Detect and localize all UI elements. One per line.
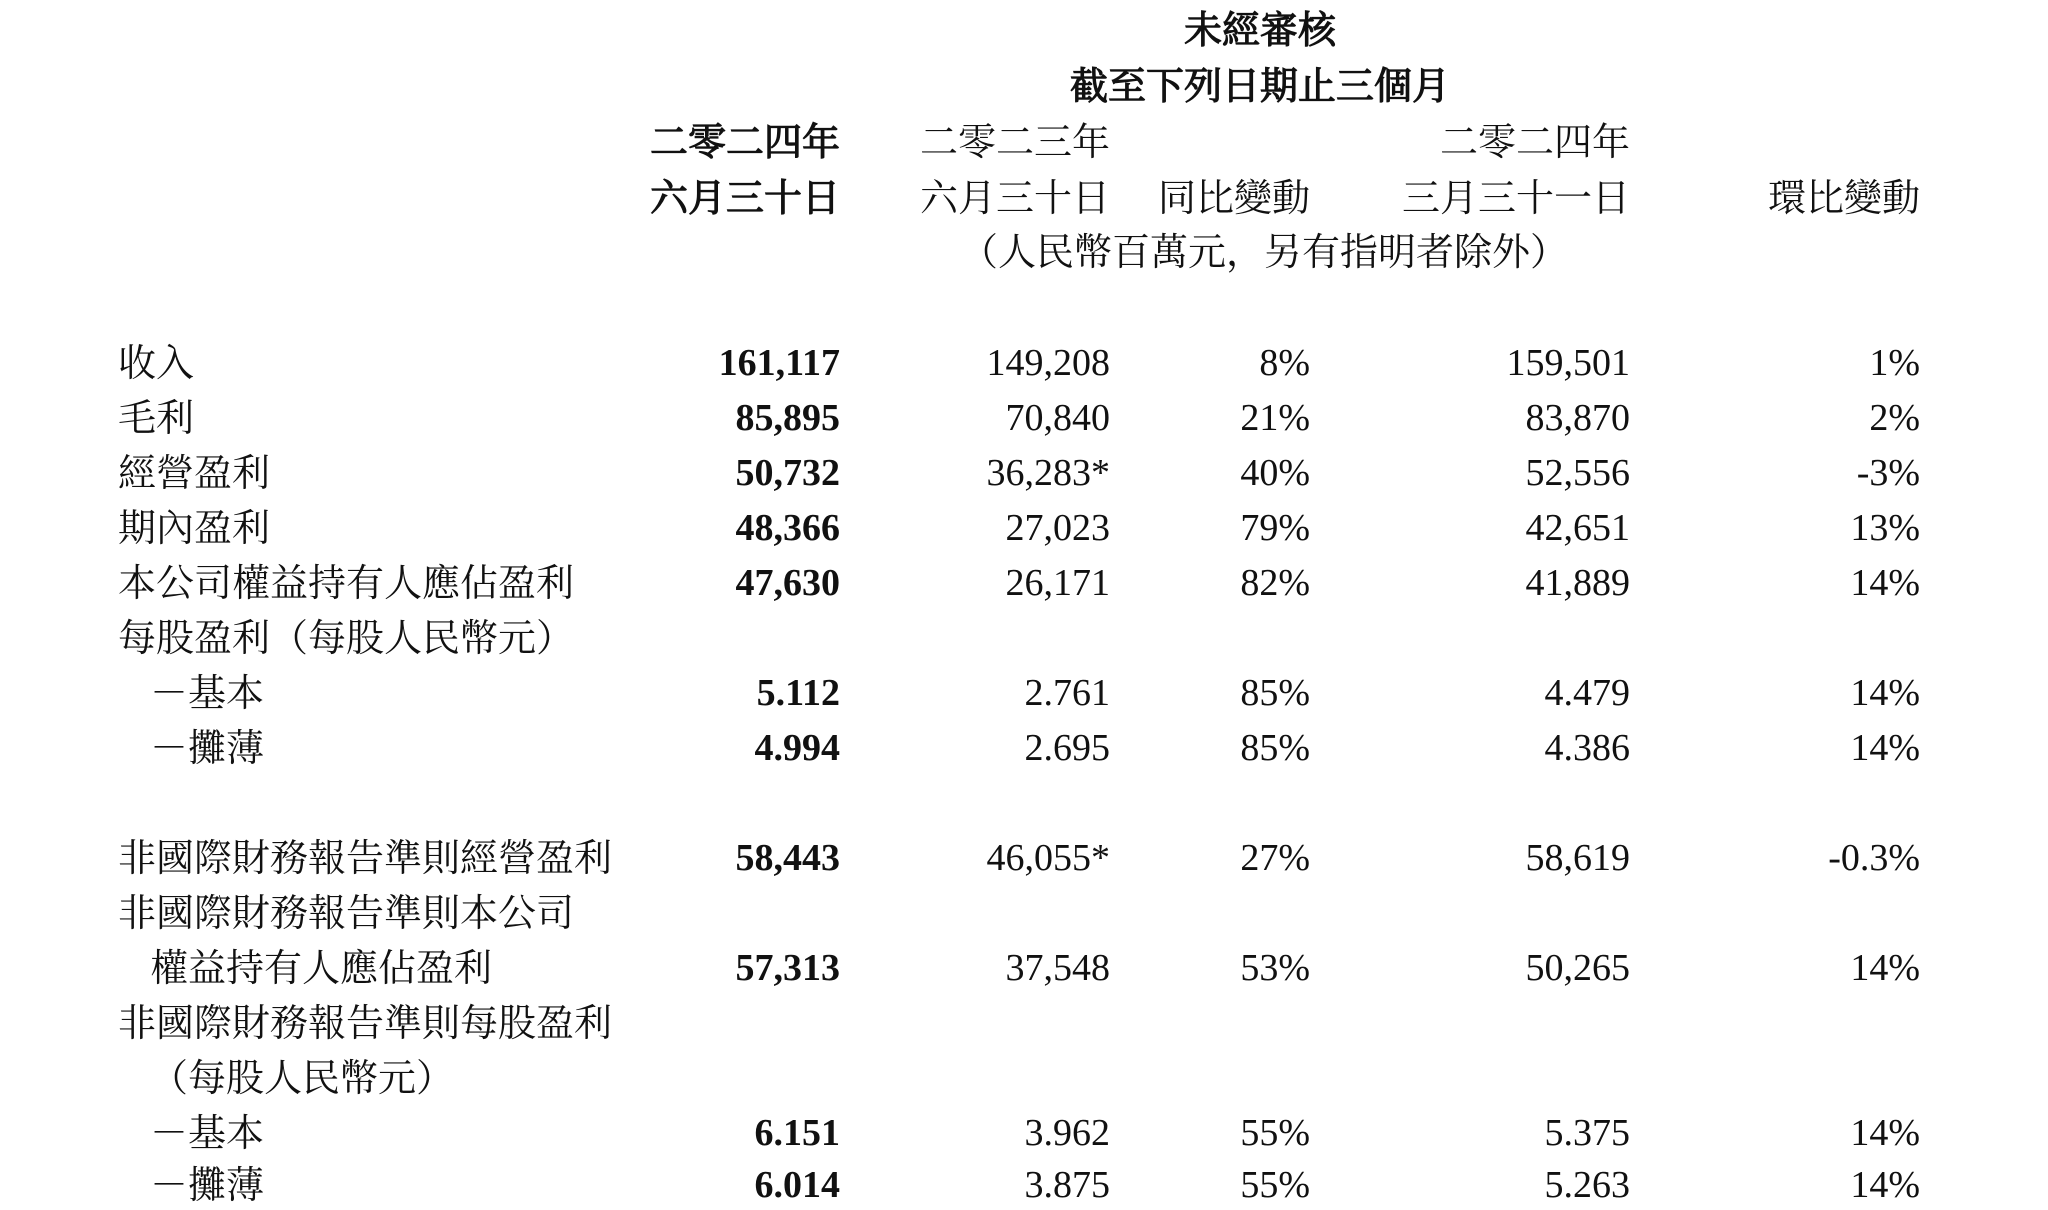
row-value-2024q1: 50,265 <box>1525 947 1630 989</box>
row-value-2024q2: 6.151 <box>754 1112 840 1154</box>
row-qoq-change: 14% <box>1850 672 1920 714</box>
col4-header-line1: 二零二四年 <box>1439 120 1630 164</box>
row-qoq-change: -0.3% <box>1828 837 1920 879</box>
row-value-2023q2: 37,548 <box>1005 947 1110 989</box>
row-value-2024q2: 57,313 <box>735 947 840 989</box>
unaudited-heading: 未經審核 <box>1183 7 1336 52</box>
row-qoq-change: 14% <box>1850 947 1920 989</box>
row-value-2024q1: 5.263 <box>1544 1164 1630 1206</box>
row-value-2024q1: 83,870 <box>1525 397 1630 439</box>
row-value-2023q2: 26,171 <box>1005 562 1110 604</box>
row-value-2024q1: 52,556 <box>1525 452 1630 494</box>
row-label: 期內盈利 <box>118 506 271 550</box>
row-qoq-change: 1% <box>1869 342 1920 384</box>
row-value-2024q2: 4.994 <box>754 727 840 769</box>
row-qoq-change: 14% <box>1850 727 1920 769</box>
row-yoy-change: 55% <box>1240 1164 1310 1206</box>
row-value-2024q2: 5.112 <box>756 672 840 714</box>
row-label: 權益持有人應佔盈利 <box>150 946 493 990</box>
row-value-2024q1: 58,619 <box>1525 837 1630 879</box>
col2-header-line2: 六月三十日 <box>919 176 1110 220</box>
row-label: 非國際財務報告準則本公司 <box>118 891 575 935</box>
row-qoq-change: 14% <box>1850 562 1920 604</box>
row-value-2024q2: 85,895 <box>735 397 840 439</box>
row-value-2023q2: 36,283* <box>986 452 1110 494</box>
row-label: －攤薄 <box>150 726 265 770</box>
row-value-2023q2: 46,055* <box>986 837 1110 879</box>
row-qoq-change: 13% <box>1850 507 1920 549</box>
row-value-2023q2: 3.962 <box>1024 1112 1110 1154</box>
col2-header-line1: 二零二三年 <box>919 120 1110 164</box>
row-label: －基本 <box>150 1111 265 1155</box>
row-yoy-change: 27% <box>1240 837 1310 879</box>
row-label: 每股盈利（每股人民幣元） <box>118 616 575 660</box>
row-yoy-change: 21% <box>1240 397 1310 439</box>
row-qoq-change: 14% <box>1850 1164 1920 1206</box>
row-value-2024q2: 58,443 <box>735 837 840 879</box>
row-value-2023q2: 70,840 <box>1005 397 1110 439</box>
col1-header-line2: 六月三十日 <box>649 175 840 220</box>
row-label: 非國際財務報告準則每股盈利 <box>118 1001 613 1045</box>
currency-note: （人民幣百萬元，另有指明者除外） <box>960 230 1569 274</box>
row-value-2024q2: 47,630 <box>735 562 840 604</box>
col4-header-line2: 三月三十一日 <box>1401 176 1630 220</box>
row-value-2023q2: 2.695 <box>1024 727 1110 769</box>
col1-header-line1: 二零二四年 <box>649 119 840 164</box>
row-qoq-change: 14% <box>1850 1112 1920 1154</box>
row-yoy-change: 85% <box>1240 727 1310 769</box>
row-value-2023q2: 3.875 <box>1024 1164 1110 1206</box>
row-yoy-change: 40% <box>1240 452 1310 494</box>
row-value-2023q2: 149,208 <box>986 342 1110 384</box>
row-qoq-change: 2% <box>1869 397 1920 439</box>
row-yoy-change: 55% <box>1240 1112 1310 1154</box>
col3-header: 同比變動 <box>1157 176 1310 220</box>
row-label: 經營盈利 <box>118 451 271 495</box>
row-value-2024q2: 161,117 <box>718 342 840 384</box>
row-label: 本公司權益持有人應佔盈利 <box>118 561 575 605</box>
col5-header: 環比變動 <box>1767 176 1920 220</box>
row-value-2024q2: 50,732 <box>735 452 840 494</box>
row-yoy-change: 82% <box>1240 562 1310 604</box>
row-value-2023q2: 2.761 <box>1024 672 1110 714</box>
row-yoy-change: 8% <box>1259 342 1310 384</box>
row-value-2024q1: 4.479 <box>1544 672 1630 714</box>
row-value-2024q1: 5.375 <box>1544 1112 1630 1154</box>
row-label: －基本 <box>150 671 265 715</box>
row-yoy-change: 53% <box>1240 947 1310 989</box>
row-yoy-change: 79% <box>1240 507 1310 549</box>
row-value-2024q2: 48,366 <box>735 507 840 549</box>
row-yoy-change: 85% <box>1240 672 1310 714</box>
row-label: 非國際財務報告準則經營盈利 <box>118 836 613 880</box>
row-label: （每股人民幣元） <box>150 1056 455 1100</box>
row-value-2023q2: 27,023 <box>1005 507 1110 549</box>
row-label: 收入 <box>118 341 195 385</box>
row-label: －攤薄 <box>150 1163 265 1207</box>
period-heading: 截至下列日期止三個月 <box>1069 63 1450 108</box>
row-label: 毛利 <box>118 396 195 440</box>
row-value-2024q1: 41,889 <box>1525 562 1630 604</box>
row-value-2024q1: 42,651 <box>1525 507 1630 549</box>
row-value-2024q2: 6.014 <box>754 1164 840 1206</box>
row-value-2024q1: 159,501 <box>1506 342 1630 384</box>
row-value-2024q1: 4.386 <box>1544 727 1630 769</box>
row-qoq-change: -3% <box>1856 452 1920 494</box>
